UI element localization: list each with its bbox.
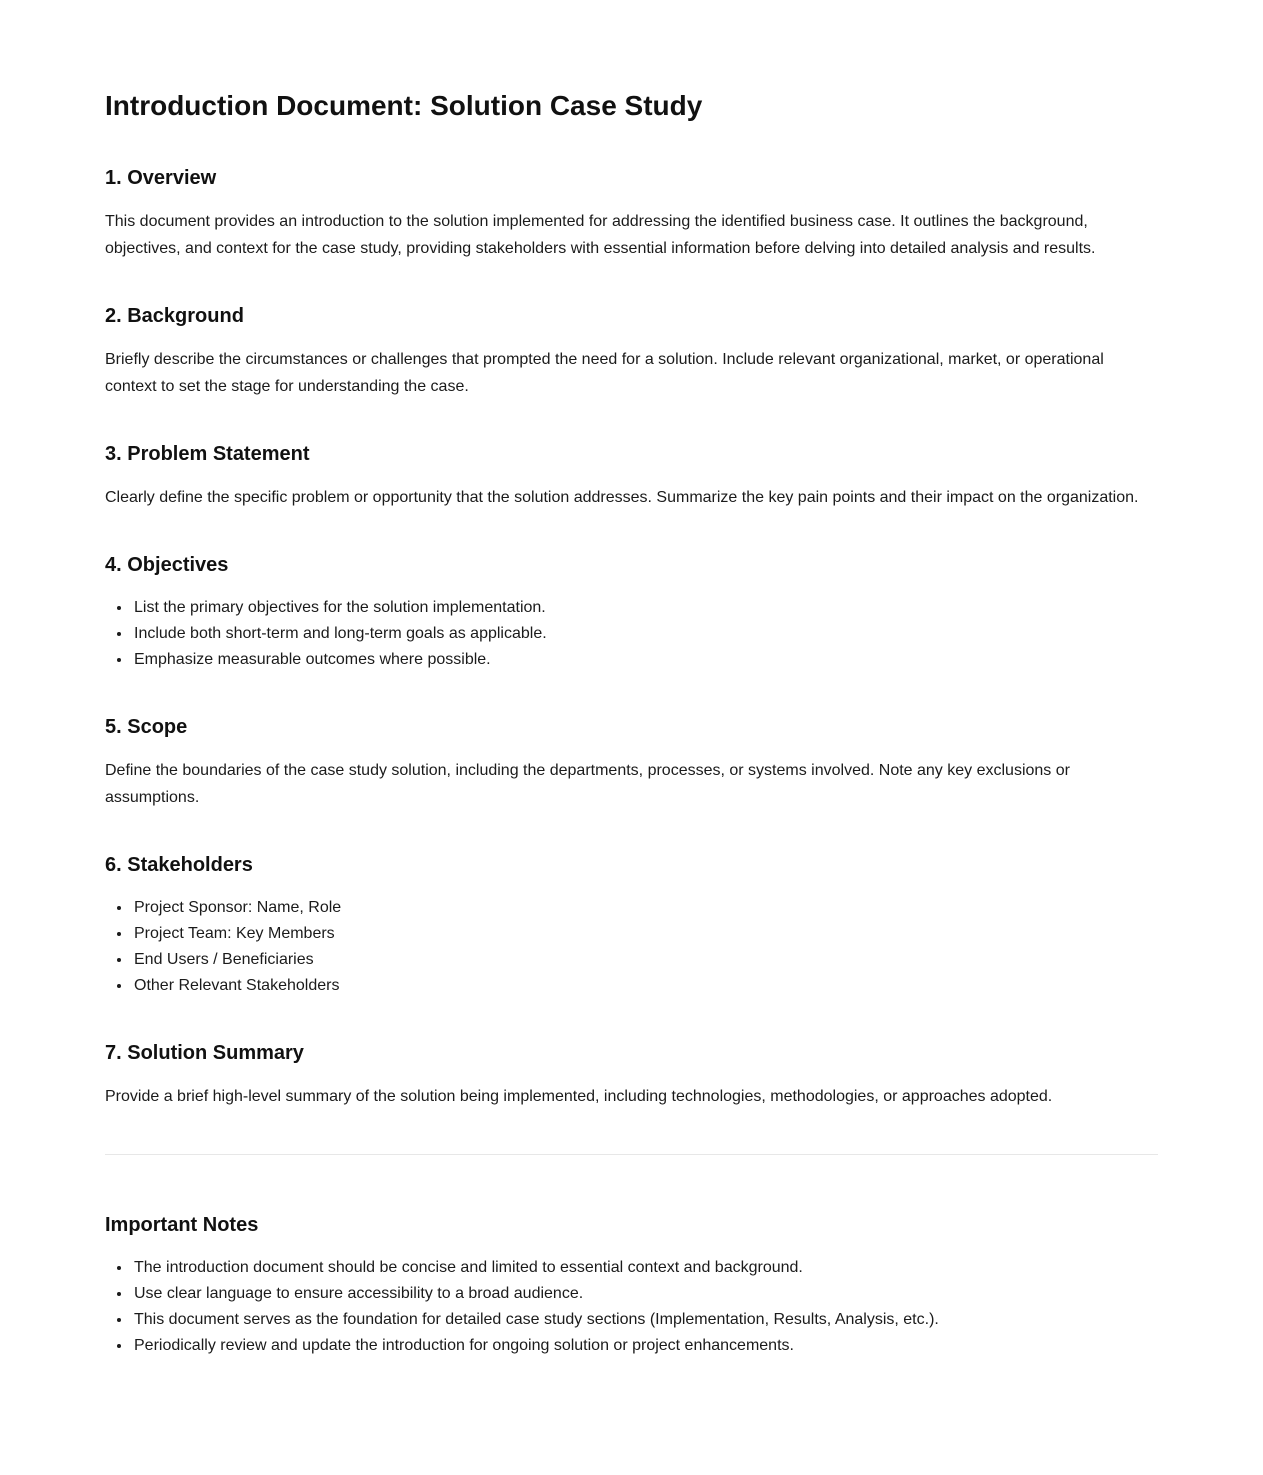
list-item: • Include both short-term and long-term goals as applicable. bbox=[132, 621, 1158, 647]
section-heading-objectives: 4. Objectives bbox=[105, 554, 229, 576]
list-item: • The introduction document should be concise and limited to essential context and background. bbox=[132, 1255, 1158, 1281]
section-heading-stakeholders: 6. Stakeholders bbox=[105, 854, 253, 876]
section-objectives bbox=[105, 553, 1158, 673]
section-heading-problem-statement: 3. Problem Statement bbox=[105, 443, 310, 465]
list-item: • Project Team: Key Members bbox=[132, 921, 1158, 947]
objectives-bullet-list bbox=[105, 595, 1158, 673]
section-heading-important-notes: Important Notes bbox=[105, 1214, 259, 1236]
section-paragraph: Clearly define the specific problem or opportunity that the solution addresses. Summarize the key pain points and their impact on the organization. bbox=[105, 489, 1139, 506]
section-heading-solution-summary: 7. Solution Summary bbox=[105, 1042, 304, 1064]
section-heading-scope: 5. Scope bbox=[105, 716, 188, 738]
section-stakeholders bbox=[105, 853, 1158, 999]
section-paragraph: This document provides an introduction to the solution implemented for addressing the identified business case. It outlines the background, objectives, and context for the case study, providing stakeholders with essential information before delving into detailed analysis and results. bbox=[105, 213, 1096, 257]
section-problem-statement bbox=[105, 442, 1158, 511]
section-paragraph: Briefly describe the circumstances or challenges that prompted the need for a solution. Include relevant organizational, market, or operational context to set the stage for understanding the case. bbox=[105, 351, 1104, 395]
list-item: • Periodically review and update the introduction for ongoing solution or project enhancements. bbox=[132, 1333, 1158, 1359]
important-notes-bullet-list bbox=[105, 1255, 1158, 1359]
section-background bbox=[105, 304, 1158, 400]
document-title: Introduction Document: Solution Case Study bbox=[105, 90, 703, 121]
section-solution-summary bbox=[105, 1041, 1158, 1110]
list-item: • End Users / Beneficiaries bbox=[132, 947, 1158, 973]
section-divider bbox=[105, 1154, 1158, 1155]
list-item: • Emphasize measurable outcomes where possible. bbox=[132, 647, 1158, 673]
section-heading-background: 2. Background bbox=[105, 305, 244, 327]
list-item: • List the primary objectives for the solution implementation. bbox=[132, 595, 1158, 621]
list-item: • Project Sponsor: Name, Role bbox=[132, 895, 1158, 921]
section-heading-overview: 1. Overview bbox=[105, 167, 217, 189]
section-important-notes bbox=[105, 1213, 1158, 1359]
section-paragraph: Define the boundaries of the case study solution, including the departments, processes, or systems involved. Note any key exclusions or assumptions. bbox=[105, 762, 1070, 806]
section-overview bbox=[105, 166, 1158, 262]
list-item: • This document serves as the foundation for detailed case study sections (Implementation, Results, Analysis, etc.). bbox=[132, 1307, 1158, 1333]
list-item: • Use clear language to ensure accessibility to a broad audience. bbox=[132, 1281, 1158, 1307]
list-item: • Other Relevant Stakeholders bbox=[132, 973, 1158, 999]
stakeholders-bullet-list bbox=[105, 895, 1158, 999]
section-scope bbox=[105, 715, 1158, 811]
section-paragraph: Provide a brief high-level summary of the solution being implemented, including technologies, methodologies, or approaches adopted. bbox=[105, 1088, 1053, 1105]
